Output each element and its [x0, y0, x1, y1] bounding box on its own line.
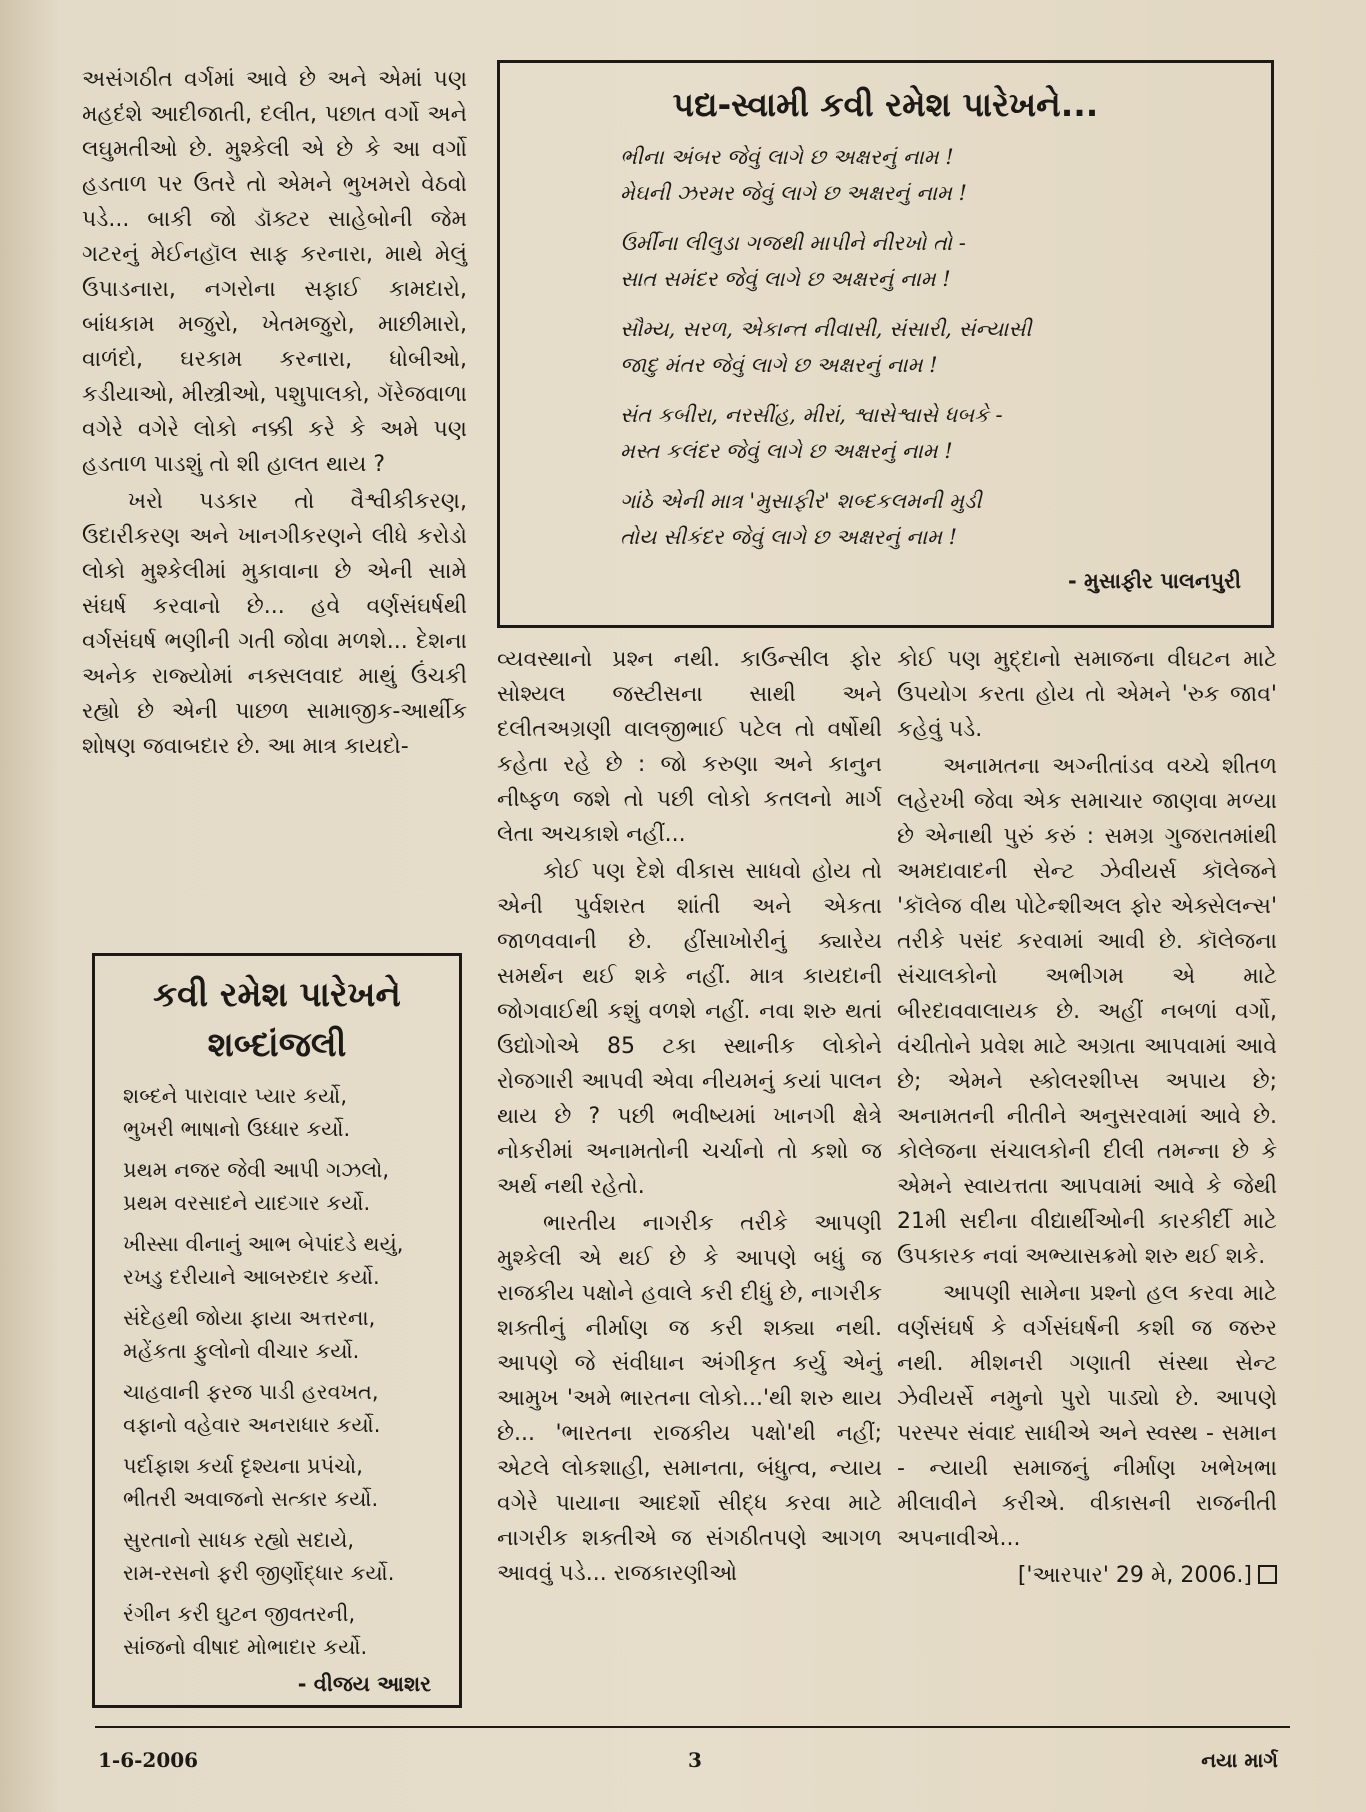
tribute-line: પ્રથમ વરસાદને યાદગાર કર્યો. — [123, 1191, 371, 1215]
tribute-line: શબ્દને પારાવાર પ્યાર કર્યો, — [123, 1084, 347, 1108]
tribute-line: ભીતરી અવાજનો સત્કાર કર્યો. — [123, 1487, 379, 1511]
poem-stanza — [500, 397, 1271, 469]
right-paragraph-1: કોઈ પણ મુદ્દાનો સમાજના વીઘટન માટે ઉપયોગ કરતા હોય તો એમને 'રુક જાવ' કહેવું પડે. — [897, 647, 1277, 742]
footer-rule — [95, 1726, 1290, 1728]
left-paragraph-1: અસંગઠીત વર્ગમાં આવે છે અને એમાં પણ મહદંશે આદીજાતી, દલીત, પછાત વર્ગો અને લઘુમતીઓ છે. મુશ્કેલી એ છે કે આ વર્ગો હડતાળ પર ઉતરે તો એમને ભુખમરો વેઠવો પડે... બાકી જો ડૉક્ટર સાહેબોની જેમ ગટરનું મેઈનહૉલ સાફ કરનારા, માથે મેલું ઉપાડનારા, નગરોના સફાઈ કામદારો, બાંધકામ મજુરો, ખેતમજુરો, માછીમારો, વાળંદો, ઘરકામ કરનારા, ધોબીઓ, કડીયાઓ, મીસ્ત્રીઓ, પશુપાલકો, ગૅરેજવાળા વગેરે વગેરે લોકો નક્કી કરે કે અમે પણ હડતાળ પાડશું તો શી હાલત થાય ? — [82, 67, 467, 477]
tribute-stanza — [95, 1376, 459, 1442]
middle-column — [497, 642, 882, 1593]
tribute-box — [92, 953, 462, 1708]
poem-stanzas — [500, 139, 1271, 555]
publication-name: નયા માર્ગ — [1201, 1748, 1278, 1772]
poem-box — [497, 60, 1274, 628]
tribute-title-line-1: કવી રમેશ પારેખને — [153, 975, 401, 1015]
tribute-line: ચાહવાની ફરજ પાડી હરવખત, — [123, 1380, 379, 1404]
tribute-line: વફાનો વહેવાર અનરાધાર કર્યો. — [123, 1413, 381, 1437]
tribute-stanza — [95, 1524, 459, 1590]
tribute-line: ખીસ્સા વીનાનું આભ બેપાંદડે થયું, — [123, 1232, 404, 1256]
poem-title: પદ્ય-સ્વામી કવી રમેશ પારેખને... — [672, 85, 1099, 124]
poem-line: તોય સીકંદર જેવું લાગે છ અક્ષરનું નામ ! — [620, 525, 958, 549]
left-paragraph-2: ખરો પડકાર તો વૈશ્વીકીકરણ, ઉદારીકરણ અને ખાનગીકરણને લીધે કરોડો લોકો મુશ્કેલીમાં મુકાવાના છે એની સામે સંઘર્ષ કરવાનો છે... હવે વર્ણસંઘર્ષથી વર્ગસંઘર્ષ ભણીની ગતી જોવા મળશે... દેશના અનેક રાજ્યોમાં નક્સલવાદ માથું ઉંચકી રહ્યો છે એની પાછળ સામાજીક-આર્થીક શોષણ જવાબદાર છે. આ માત્ર કાયદો- — [82, 489, 467, 759]
tribute-stanza — [95, 1302, 459, 1368]
tribute-line: સુરતાનો સાધક રહ્યો સદાયે, — [123, 1528, 355, 1552]
poem-line: ગાંઠે એની માત્ર 'મુસાફીર' શબ્દકલમની મુડી — [620, 489, 982, 513]
poem-author: - મુસાફીર પાલનપુરી — [1068, 569, 1241, 593]
tribute-line: સંદેહથી જોયા ફાયા અત્તરના, — [123, 1306, 376, 1330]
tribute-stanza — [95, 1080, 459, 1146]
poem-stanza — [500, 225, 1271, 297]
tribute-stanza — [95, 1154, 459, 1220]
poem-line: સૌમ્ય, સરળ, એકાન્ત નીવાસી, સંસારી, સંન્યાસી — [620, 317, 1032, 341]
middle-paragraph-1: વ્યવસ્થાનો પ્રશ્ન નથી. કાઉન્સીલ ફોર સોશ્યલ જસ્ટીસના સાથી અને દલીતઅગ્રણી વાલજીભાઈ પટેલ તો વર્ષોથી કહેતા રહે છે : જો કરુણા અને કાનુન નીષ્ફળ જશે તો પછી લોકો કતલનો માર્ગ લેતા અચકાશે નહીં... — [497, 647, 882, 847]
poem-line: મસ્ત કલંદર જેવું લાગે છ અક્ષરનું નામ ! — [620, 439, 953, 463]
tribute-line: રામ-રસનો ફરી જીર્ણોદ્ધાર કર્યો. — [123, 1561, 395, 1585]
poem-line: જાદુ મંતર જેવું લાગે છ અક્ષરનું નામ ! — [620, 353, 938, 377]
poem-stanza — [500, 483, 1271, 555]
footer-date: 1-6-2006 — [98, 1748, 199, 1772]
end-square-icon — [1258, 1565, 1277, 1584]
middle-paragraph-3: ભારતીય નાગરીક તરીકે આપણી મુશ્કેલી એ થઈ છે કે આપણે બધું જ રાજકીય પક્ષોને હવાલે કરી દીધું છે, નાગરીક શક્તીનું નીર્માણ જ કરી શક્યા નથી. આપણે જે સંવીધાન અંગીકૃત કર્યુ એનું આમુખ 'અમે ભારતના લોકો...'થી શરુ થાય છે... 'ભારતના રાજકીય પક્ષો'થી નહીં; એટલે લોકશાહી, સમાનતા, બંધુત્વ, ન્યાય વગેરે પાયાના આદર્શો સીદ્ધ કરવા માટે નાગરીક શક્તીએ જ સંગઠીતપણે આગળ આવવું પડે... રાજકારણીઓ — [497, 1211, 882, 1586]
tribute-author: - વીજય આશર — [297, 1672, 431, 1696]
right-paragraph-2: અનામતના અગ્નીતાંડવ વચ્ચે શીતળ લહેરખી જેવા એક સમાચાર જાણવા મળ્યા છે એનાથી પુરું કરું : સમગ્ર ગુજરાતમાંથી અમદાવાદની સેન્ટ ઝેવીયર્સ કૉલેજને 'કૉલેજ વીથ પોટેન્શીઅલ ફોર એક્સેલન્સ' તરીકે પસંદ કરવામાં આવી છે. કૉલેજના સંચાલકોનો અભીગમ એ માટે બીરદાવવાલાયક છે. અહીં નબળાં વર્ગો, વંચીતોને પ્રવેશ માટે અગ્રતા આપવામાં આવે છે; એમને સ્કોલરશીપ્સ અપાય છે; અનામતની નીતીને અનુસરવામાં આવે છે. કોલેજના સંચાલકોની દીલી તમન્ના છે કે એમને સ્વાયત્તતા આપવામાં આવે કે જેથી 21મી સદીના વીદ્યાર્થીઓની કારકીર્દી માટે ઉપકારક નવાં અભ્યાસક્રમો શરુ થઈ શકે. — [897, 754, 1277, 1269]
tribute-line: ભુખરી ભાષાનો ઉધ્ધાર કર્યો. — [123, 1117, 351, 1141]
right-paragraph-3: આપણી સામેના પ્રશ્નો હલ કરવા માટે વર્ણસંઘર્ષ કે વર્ગસંઘર્ષની કશી જ જરુર નથી. મીશનરી ગણાતી સંસ્થા સેન્ટ ઝેવીયર્સે નમુનો પુરો પાડ્યો છે. આપણે પરસ્પર સંવાદ સાધીએ અને સ્વસ્થ - સમાન - ન્યાયી સમાજનું નીર્માણ ખભેખભા મીલાવીને કરીએ. વીકાસની રાજનીતી અપનાવીએ... — [897, 1281, 1277, 1551]
source-citation: ['આરપાર' 29 મે, 2006.] — [1017, 1563, 1252, 1588]
poem-line: ઉર્મીના લીલુડા ગજથી માપીને નીરખો તો - — [620, 231, 966, 255]
poem-line: મેઘની ઝરમર જેવું લાગે છ અક્ષરનું નામ ! — [620, 181, 967, 205]
page-number: 3 — [688, 1748, 702, 1772]
left-column — [82, 62, 467, 766]
tribute-stanza — [95, 1228, 459, 1294]
poem-stanza — [500, 139, 1271, 211]
right-column — [897, 642, 1277, 1595]
tribute-stanza — [95, 1450, 459, 1516]
tribute-stanza — [95, 1598, 459, 1664]
middle-paragraph-2: કોઈ પણ દેશે વીકાસ સાધવો હોય તો એની પુર્વશરત શાંતી અને એકતા જાળવવાની છે. હીંસાખોરીનું ક્યારેય સમર્થન થઈ શકે નહીં. માત્ર કાયદાની જોગવાઈથી કશું વળશે નહીં. નવા શરુ થતાં ઉદ્યોગોએ 85 ટકા સ્થાનીક લોકોને રોજગારી આપવી એવા નીયમનું કયાં પાલન થાય છે ? પછી ભવીષ્યમાં ખાનગી ક્ષેત્રે નોકરીમાં અનામતોની ચર્ચાનો તો કશો જ અર્થ નથી રહેતો. — [497, 859, 882, 1199]
tribute-line: પ્રથમ નજર જેવી આપી ગઝલો, — [123, 1158, 390, 1182]
tribute-title-line-2: શબ્દાંજલી — [207, 1025, 347, 1065]
poem-line: ભીના અંબર જેવું લાગે છ અક્ષરનું નામ ! — [620, 145, 954, 169]
poem-stanza — [500, 311, 1271, 383]
source-line — [897, 1558, 1277, 1593]
tribute-line: પર્દાફાશ કર્યા દૃશ્યના પ્રપંચો, — [123, 1454, 363, 1478]
tribute-stanzas — [95, 1080, 459, 1664]
poem-line: સાત સમંદર જેવું લાગે છ અક્ષરનું નામ ! — [620, 267, 951, 291]
tribute-line: સાંજનો વીષાદ મોભાદાર કર્યો. — [123, 1635, 368, 1659]
poem-line: સંત કબીરા, નરસીંહ, મીરાં, શ્વાસેશ્વાસે ધબકે - — [620, 403, 1003, 427]
tribute-line: રખડુ દરીયાને આબરુદાર કર્યો. — [123, 1265, 380, 1289]
tribute-line: મહેંકતા ફુલોનો વીચાર કર્યો. — [123, 1339, 360, 1363]
tribute-line: રંગીન કરી ઘુટન જીવતરની, — [123, 1602, 356, 1626]
